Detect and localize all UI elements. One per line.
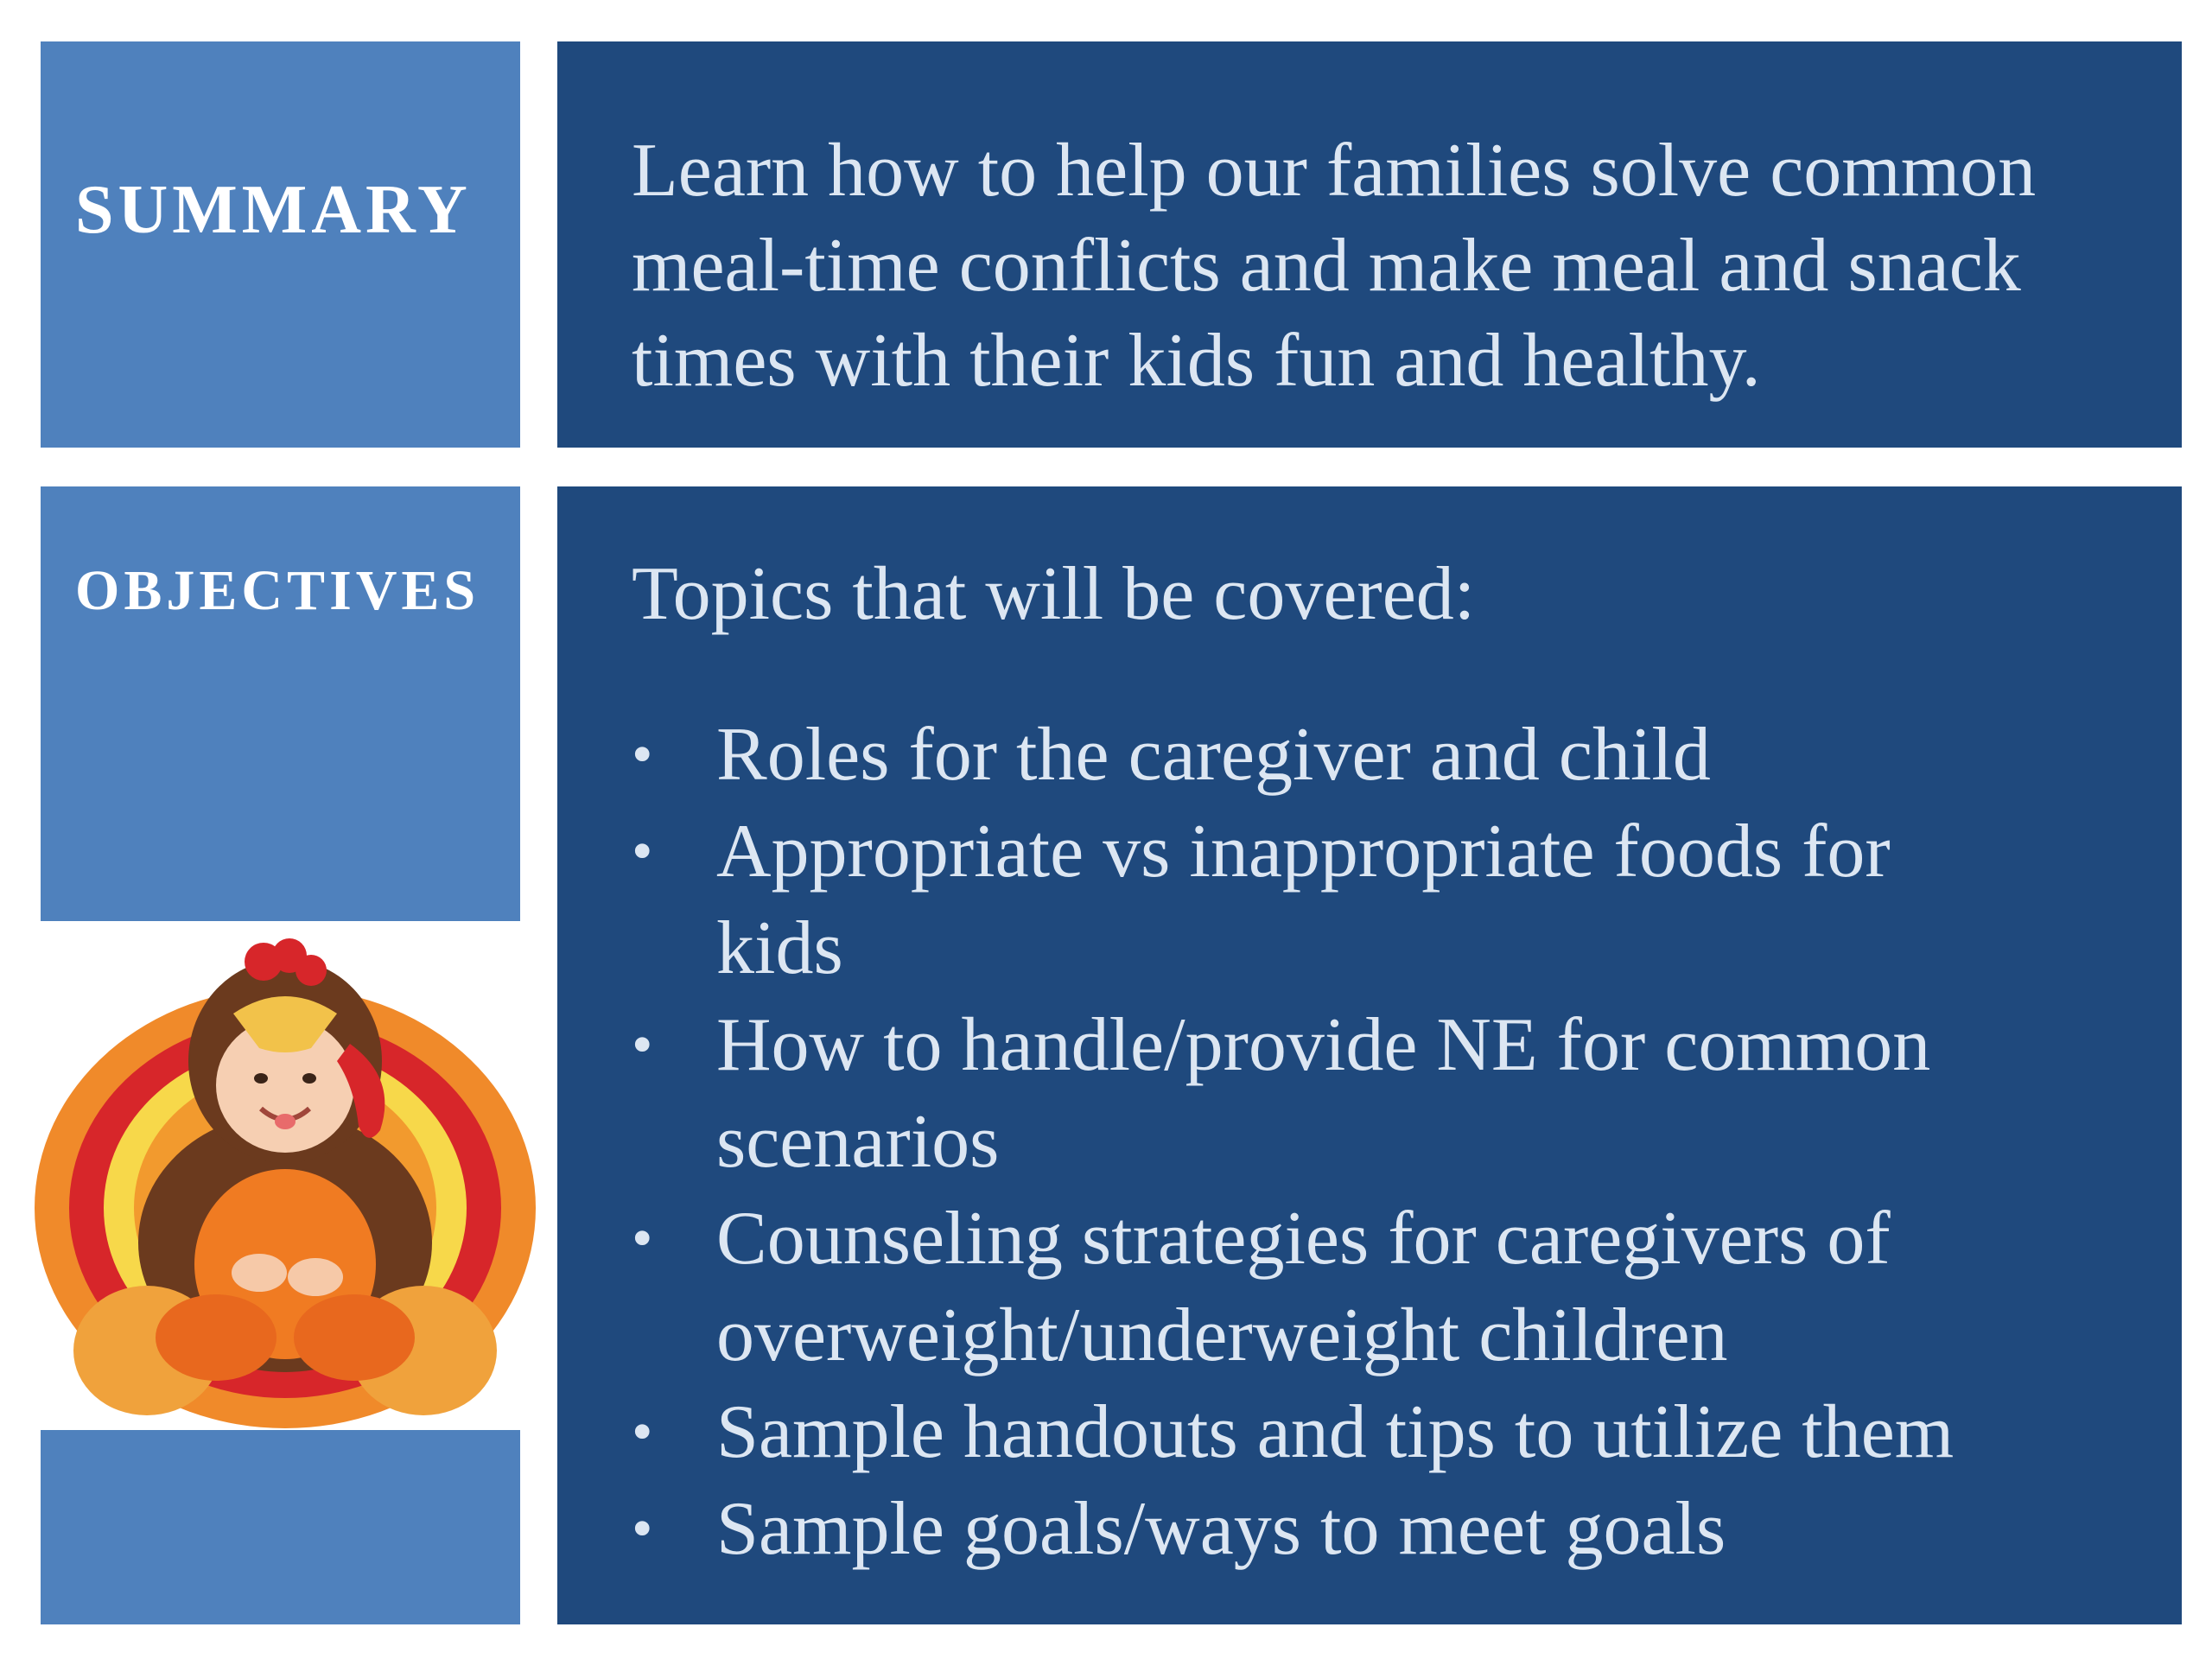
list-item-text: Sample goals/ways to meet goals [716,1487,1726,1571]
bullet-icon: • [632,1205,653,1272]
objectives-label-panel-bottom [41,1430,520,1624]
list-item [632,1191,2014,1384]
objectives-intro: Topics that will be covered: [632,552,1476,636]
list-item [632,707,2014,804]
bullet-icon: • [632,1399,653,1465]
bullet-icon: • [632,721,653,788]
bullet-icon: • [632,1012,653,1078]
list-item-text: Appropriate vs inappropriate foods for kids [716,810,1891,990]
list-item-text: Counseling strategies for caregivers of overweight/underweight children [716,1197,1891,1377]
list-item [632,997,2014,1191]
summary-text: Learn how to help our families solve common meal-time conflicts and make meal and snack times with their kids fun and healthy. [632,129,2037,403]
summary-content-panel [557,41,2182,448]
list-item [632,804,2014,997]
objectives-label-panel [41,486,520,921]
baby-turkey-costume-image [26,931,544,1443]
topics-list [632,707,2014,1578]
objectives-label: OBJECTIVES [75,559,480,622]
summary-label: SUMMARY [75,172,472,248]
list-item-text: Sample handouts and tips to utilize them [716,1390,1955,1474]
list-item-text: How to handle/provide NE for common scenarios [716,1003,1931,1184]
objectives-content-panel [557,486,2182,1624]
list-item [632,1384,2014,1481]
bullet-icon: • [632,818,653,885]
summary-label-panel [41,41,520,448]
bullet-icon: • [632,1496,653,1562]
turkey-illustration [26,931,544,1443]
list-item [632,1481,2014,1578]
list-item-text: Roles for the caregiver and child [716,713,1711,797]
